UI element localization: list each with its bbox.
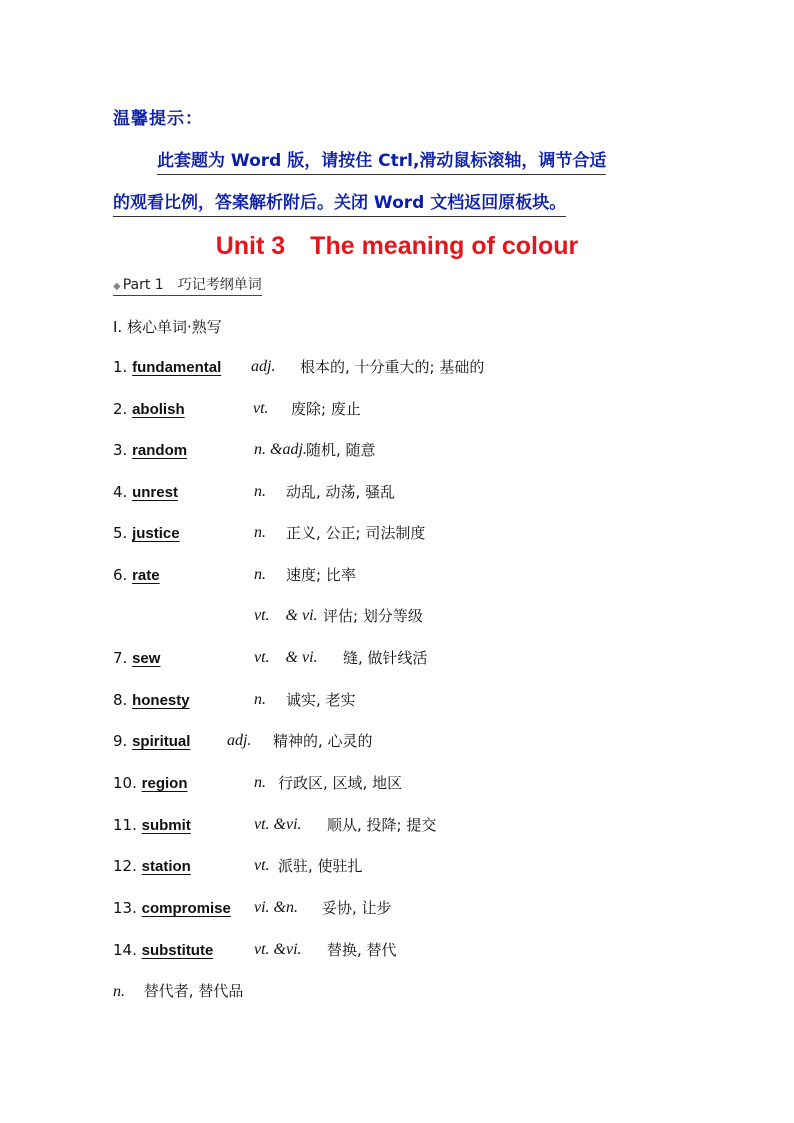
entry-word: station [141, 858, 191, 875]
entry-number: 4. [113, 483, 128, 501]
entry-part-of-speech: adj. [251, 358, 276, 375]
entry-meaning: 废除; 废止 [291, 400, 361, 418]
vocab-entry [113, 481, 396, 503]
entry-part-of-speech: vt. [254, 857, 270, 874]
unit-title: Unit 3 The meaning of colour [215, 232, 579, 260]
entry-number: 10. [113, 774, 137, 792]
entry-number: 1. [113, 358, 128, 376]
vocab-entry [113, 689, 356, 711]
entry-word: unrest [132, 484, 178, 501]
entry-word: justice [132, 525, 180, 542]
trailing-line [113, 980, 243, 1002]
entry-part-of-speech: n. [254, 566, 266, 583]
entry-part-of-speech: n. [254, 691, 266, 708]
notice-line-1: 此套题为 Word 版，请按住 Ctrl,滑动鼠标滚轴，调节合适 [157, 146, 606, 175]
entry-part-of-speech: vt. &vi. [254, 816, 302, 833]
notice-line-2: 的观看比例，答案解析附后。关闭 Word 文档返回原板块。 [113, 188, 566, 217]
entry-part-of-speech: n. [254, 774, 266, 791]
notice-title: 温馨提示： [113, 109, 203, 129]
entry-meaning: 动乱, 动荡, 骚乱 [286, 483, 396, 501]
entry-meaning: 派驻, 使驻扎 [278, 857, 363, 875]
entry-part-of-speech: adj. [227, 732, 252, 749]
part-label-text: Part 1 巧记考纲单词 [122, 277, 262, 293]
vocab-entry [113, 772, 403, 794]
entry-word: random [132, 442, 188, 459]
entry-word: honesty [132, 692, 190, 709]
entry-word: rate [132, 567, 160, 584]
vocab-entry [113, 730, 373, 752]
entry-meaning: 速度; 比率 [286, 566, 356, 584]
entry-word: sew [132, 650, 161, 667]
vocab-entry [113, 564, 356, 586]
entry-word: region [141, 775, 188, 792]
entry-meaning: 根本的, 十分重大的; 基础的 [300, 358, 485, 376]
entry-part-of-speech: vt. & vi. [254, 607, 318, 624]
vocab-entry [113, 356, 485, 378]
entry-number: 2. [113, 400, 128, 418]
entry-number: 8. [113, 691, 128, 709]
section-heading: Ⅰ. 核心单词·熟写 [113, 318, 222, 336]
entry-part-of-speech: vi. &n. [254, 899, 298, 916]
entry-word: abolish [132, 401, 185, 418]
entry-number: 5. [113, 524, 128, 542]
entry-word: substitute [141, 942, 214, 959]
entry-number: 14. [113, 941, 137, 959]
entry-number: 12. [113, 857, 137, 875]
trailing-pos: n. [113, 983, 125, 1000]
vocab-entry [113, 939, 397, 961]
entry-word: submit [141, 817, 191, 834]
entry-word: fundamental [132, 359, 222, 376]
entry-number: 11. [113, 816, 137, 834]
entry-part-of-speech: n. [254, 483, 266, 500]
entry-meaning: 诚实, 老实 [286, 691, 356, 709]
entry-meaning: 精神的, 心灵的 [273, 732, 373, 750]
entry-part-of-speech: n. [254, 524, 266, 541]
entry-part-of-speech: n. &adj. [254, 441, 307, 458]
vocab-entry [113, 897, 392, 919]
entry-number: 7. [113, 649, 128, 667]
vocab-entry [113, 647, 428, 669]
part-label [113, 274, 262, 296]
entry-number: 6. [113, 566, 128, 584]
entry-number: 13. [113, 899, 137, 917]
vocab-entry [113, 439, 376, 461]
diamond-icon: ◆ [113, 281, 121, 292]
entry-meaning: 缝, 做针线活 [343, 649, 428, 667]
entry-meaning: 行政区, 区域, 地区 [278, 774, 403, 792]
vocab-entry [113, 398, 361, 420]
entry-meaning: 替换, 替代 [327, 941, 397, 959]
vocab-entry [113, 855, 363, 877]
entry-word: compromise [141, 900, 231, 917]
trailing-meaning: 替代者, 替代品 [143, 982, 244, 1000]
entry-part-of-speech: vt. [253, 400, 269, 417]
entry-meaning: 评估; 划分等级 [323, 607, 423, 625]
entry-number: 9. [113, 732, 128, 750]
entry-meaning: 顺从, 投降; 提交 [327, 816, 437, 834]
vocab-entry [113, 522, 426, 544]
entry-word: spiritual [132, 733, 191, 750]
vocab-entry [113, 814, 437, 836]
entry-meaning: 妥协, 让步 [322, 899, 392, 917]
entry-meaning: 随机, 随意 [306, 441, 376, 459]
entry-number: 3. [113, 441, 128, 459]
entry-part-of-speech: vt. & vi. [254, 649, 318, 666]
entry-meaning: 正义, 公正; 司法制度 [286, 524, 426, 542]
entry-part-of-speech: vt. &vi. [254, 941, 302, 958]
